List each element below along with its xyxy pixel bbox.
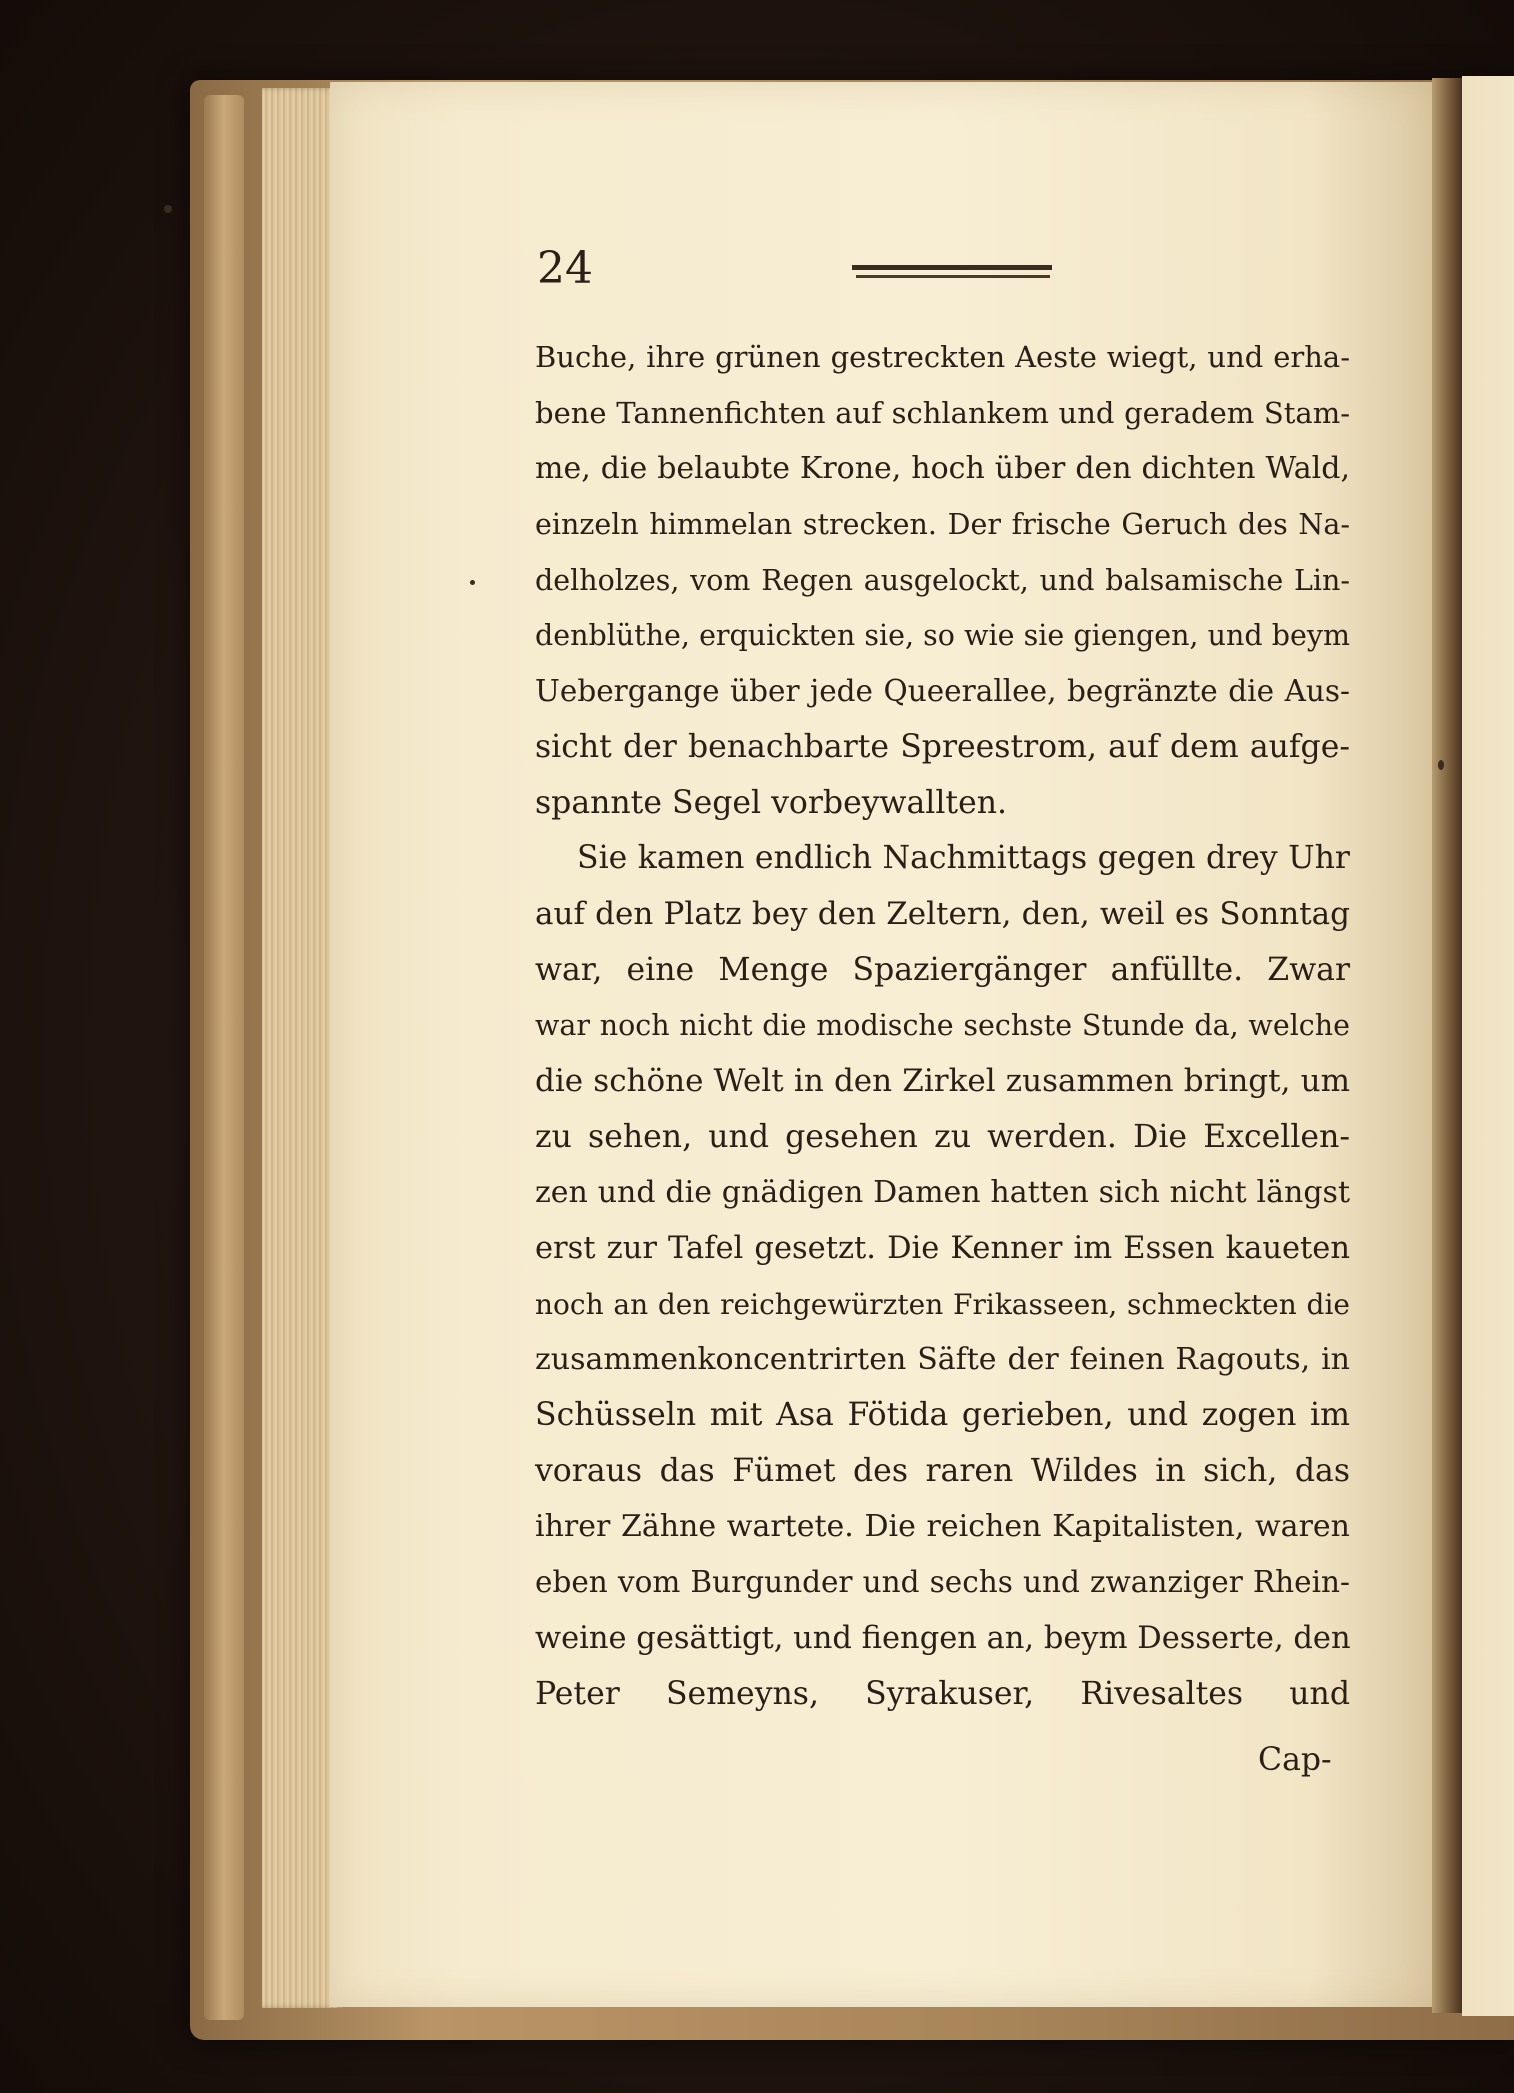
paper-speck bbox=[470, 580, 475, 585]
text-line: ihrer Zähne wartete. Die reichen Kapitalisten, waren bbox=[535, 1509, 1350, 1545]
text-line: eben vom Burgunder und sechs und zwanziger Rhein- bbox=[535, 1565, 1350, 1600]
text-line: me, die belaubte Krone, hoch über den dichten Wald, bbox=[535, 451, 1350, 487]
page-number: 24 bbox=[537, 243, 593, 294]
text-line: die schöne Welt in den Zirkel zusammen bringt, um bbox=[535, 1062, 1350, 1099]
text-line: einzeln himmelan strecken. Der frische Geruch des Na- bbox=[535, 508, 1350, 542]
text-line: noch an den reichgewürzten Frikasseen, schmeckten die bbox=[535, 1287, 1350, 1321]
text-line: zen und die gnädigen Damen hatten sich nicht längst bbox=[535, 1175, 1350, 1211]
text-line: weine gesättigt, und fiengen an, beym Desserte, den bbox=[535, 1620, 1351, 1656]
text-line: spannte Segel vorbeywallten. bbox=[535, 784, 1008, 821]
text-line: voraus das Fümet des raren Wildes in sich, das bbox=[535, 1452, 1350, 1489]
text-line: Schüsseln mit Asa Fötida gerieben, und zogen im bbox=[535, 1397, 1350, 1434]
paper-speck bbox=[1438, 760, 1444, 770]
text-line: erst zur Tafel gesetzt. Die Kenner im Essen kaueten bbox=[535, 1231, 1350, 1266]
paper-speck bbox=[164, 205, 172, 213]
text-line: war, eine Menge Spaziergänger anfüllte. Zwar bbox=[535, 951, 1350, 988]
text-line: zu sehen, und gesehen zu werden. Die Excellen- bbox=[535, 1118, 1350, 1155]
header-rule-bottom bbox=[856, 275, 1050, 278]
text-line: delholzes, vom Regen ausgelockt, und balsamische Lin- bbox=[535, 563, 1350, 597]
text-line: denblüthe, erquickten sie, so wie sie giengen, und beym bbox=[535, 619, 1350, 653]
text-line: Uebergange über jede Queerallee, begränzte die Aus- bbox=[535, 674, 1350, 709]
text-line: war noch nicht die modische sechste Stunde da, welche bbox=[535, 1009, 1350, 1043]
text-line: Buche, ihre grünen gestreckten Aeste wiegt, und erha- bbox=[535, 340, 1350, 374]
text-line: sicht der benachbarte Spreestrom, auf dem aufge- bbox=[535, 728, 1350, 765]
text-line: bene Tannenfichten auf schlankem und geradem Stam- bbox=[535, 395, 1350, 430]
body-text bbox=[535, 330, 1350, 1722]
book-gutter bbox=[1432, 78, 1466, 2013]
header-rule-top bbox=[852, 265, 1052, 270]
text-line: Sie kamen endlich Nachmittags gegen drey Uhr bbox=[577, 840, 1350, 877]
cover-edge bbox=[204, 95, 244, 2020]
text-line: Peter Semeyns, Syrakuser, Rivesaltes und bbox=[535, 1675, 1350, 1712]
catchword: Cap- bbox=[1258, 1742, 1332, 1778]
text-line: zusammenkoncentrirten Säfte der feinen Ragouts, in bbox=[535, 1342, 1350, 1378]
facing-page-edge bbox=[1462, 76, 1514, 2016]
text-line: auf den Platz bey den Zeltern, den, weil es Sonntag bbox=[535, 895, 1350, 932]
header-rule-ornament bbox=[852, 265, 1052, 283]
